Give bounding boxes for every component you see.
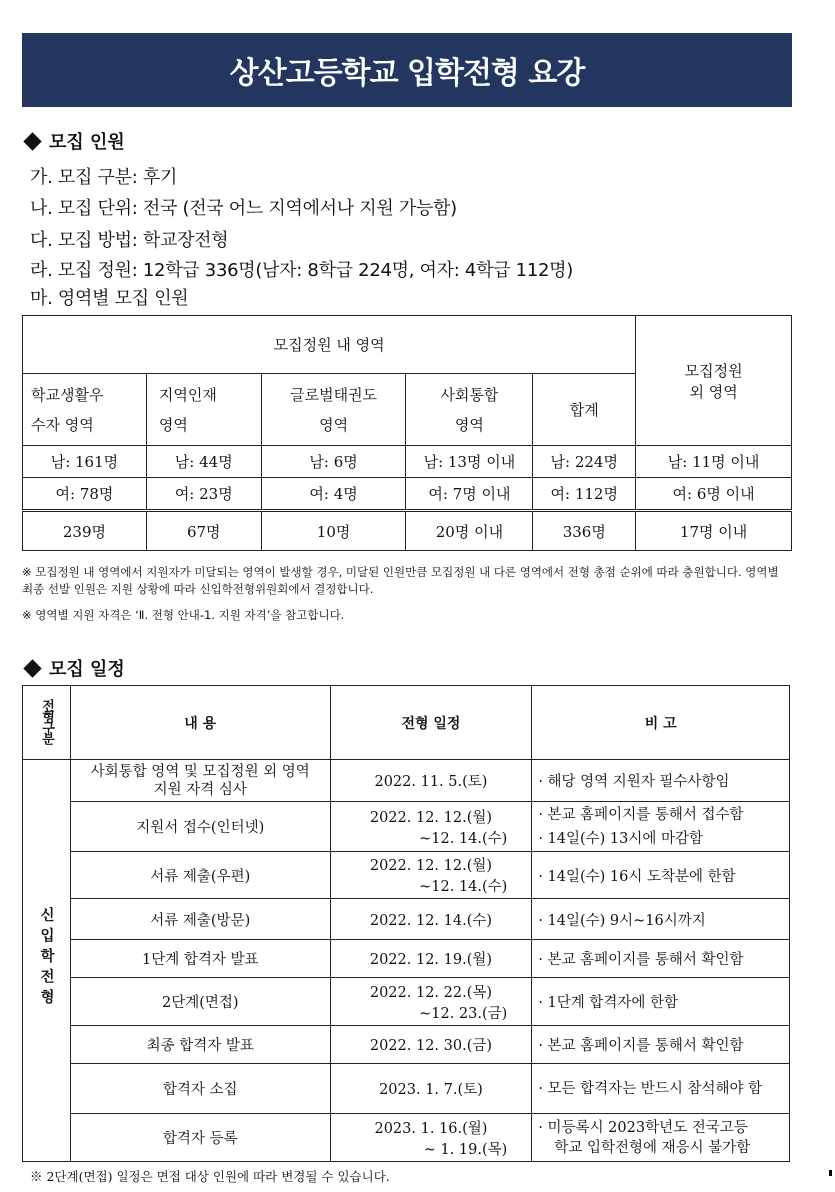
page-title-banner [22,33,792,107]
content-l2: 지원 자격 심사 [153,781,247,798]
footnote: ※ 2단계(면접) 일정은 면접 대상 인원에 따라 변경될 수 있습니다. [30,1169,390,1184]
quota-row-male [23,446,792,478]
cell: 남: 13명 이내 [406,446,533,478]
cell: 17명 이내 [636,511,792,551]
cell: 남: 161명 [23,446,147,478]
content-cell: 합격자 등록 [70,1114,330,1162]
col-l1: 합계 [569,400,599,419]
cell: 20명 이내 [406,511,533,551]
date-l1: 2022. 12. 19.(월) [369,952,493,968]
remark-line: · 1단계 합격자에 한함 [538,995,679,1011]
section-heading-schedule [22,655,125,681]
date-cell [330,852,532,899]
remark-line: · 미등록시 2023학년도 전국고등 [538,1119,748,1136]
date-l2: ~12. 23.(금) [419,1005,508,1022]
col-l1: 학교생활우 [31,385,104,404]
page-title: 상산고등학교 입학전형 요강 [229,56,585,91]
quota-note: ※ 영역별 지원 자격은 ‘Ⅱ. 전형 안내-1. 지원 자격’을 참고합니다. [22,608,345,622]
quota-group-outside [636,316,792,446]
header-remark: 비 고 [532,686,790,760]
col-l1: 사회통합 [440,385,499,404]
content-cell: 2단계(면접) [70,978,330,1026]
content-l1: 사회통합 영역 및 모집정원 외 영역 [90,763,310,780]
diamond-bullet-icon [23,132,41,150]
cell: 여: 112명 [533,478,636,511]
quota-table [22,315,792,551]
section-heading-text: 모집 일정 [49,659,125,680]
remark-cell [532,1026,790,1064]
remark-cell [532,1114,790,1162]
content-cell: 서류 제출(방문) [70,899,330,940]
cell: 여: 6명 이내 [636,478,792,511]
remark-line: · 14일(수) 13시에 마감함 [538,830,704,847]
date-l1: 2022. 11. 5.(토) [374,774,488,790]
quota-row-total [23,511,792,551]
header-date: 전형 일정 [330,686,532,760]
schedule-row [23,1064,790,1114]
remark-line: · 본교 홈페이지를 통해서 접수함 [538,806,744,823]
date-l1: 2022. 12. 12.(월) [369,858,493,874]
remark-cell [532,802,790,852]
content-cell: 지원서 접수(인터넷) [70,802,330,852]
page-edge-mark [829,1170,832,1176]
col-l2: 수자 영역 [31,415,94,434]
remark-cell [532,899,790,940]
cell: 남: 224명 [533,446,636,478]
schedule-row [23,940,790,978]
info-line: 가. 모집 구분: 후기 [30,167,178,188]
remark-cell [532,978,790,1026]
quota-group-inside: 모집정원 내 영역 [23,316,636,374]
header-type [23,686,71,760]
date-l1: 2023. 1. 16.(월) [374,1120,488,1137]
date-l2: ~ 1. 19.(목) [423,1141,508,1158]
cell: 10명 [261,511,406,551]
cell: 여: 7명 이내 [406,478,533,511]
date-l1: 2022. 12. 30.(금) [369,1038,493,1054]
quota-col-header [406,374,533,446]
section-heading-text: 모집 인원 [49,132,125,153]
info-line: 라. 모집 정원: 12학급 336명(남자: 8학급 224명, 여자: 4학급 112명) [30,260,573,281]
content-cell: 합격자 소집 [70,1064,330,1114]
remark-line: 학교 입학전형에 재응시 불가함 [554,1139,751,1156]
cell: 남: 11명 이내 [636,446,792,478]
cell: 여: 4명 [261,478,406,511]
schedule-table [22,685,790,1162]
cell: 여: 78명 [23,478,147,511]
schedule-row [23,852,790,899]
info-line: 마. 영역별 모집 인원 [30,288,189,309]
remark-line: · 모든 합격자는 반드시 참석해야 함 [538,1080,763,1097]
date-cell [330,1114,532,1162]
cell: 67명 [146,511,261,551]
date-l1: 2022. 12. 12.(월) [369,809,493,826]
content-cell: 최종 합격자 발표 [70,1026,330,1064]
quota-col-header [533,374,636,446]
date-l2: ~12. 14.(수) [419,879,508,895]
quota-col-header [146,374,261,446]
date-l1: 2022. 12. 22.(목) [369,984,493,1001]
schedule-row [23,1114,790,1162]
remark-line: · 해당 영역 지원자 필수사항임 [538,774,730,790]
col-l2: 영역 [454,415,484,434]
date-cell [330,899,532,940]
col-l2: 영역 [158,415,188,434]
quota-col-header [23,374,147,446]
date-cell [330,760,532,802]
quota-note: ※ 모집정원 내 영역에서 지원자가 미달되는 영역이 발생할 경우, 미달된 인원만큼 모집정원 내 다른 영역에서 전형 총점 순위에 따라 충원합니다. 영역별 최종 선발 인원은 지원 상황에 따라 신입학전형위원회에서 결정합니다. [22,565,779,596]
content-cell [70,760,330,802]
col-l2: 영역 [319,415,349,434]
date-l1: 2023. 1. 7.(토) [379,1082,483,1098]
quota-row-female [23,478,792,511]
quota-group-outside-l2: 외 영역 [689,382,738,401]
schedule-row [23,1026,790,1064]
cell: 남: 6명 [261,446,406,478]
date-cell [330,1026,532,1064]
schedule-row [23,978,790,1026]
quota-group-outside-l1: 모집정원 [684,361,743,380]
schedule-row [23,802,790,852]
date-cell [330,940,532,978]
remark-line: · 본교 홈페이지를 통해서 확인함 [538,952,744,968]
date-cell [330,978,532,1026]
date-l2: ~12. 14.(수) [419,830,508,847]
content-cell: 서류 제출(우편) [70,852,330,899]
header-type-text: 전형구분 [38,698,54,743]
info-line: 나. 모집 단위: 전국 (전국 어느 지역에서나 지원 가능함) [30,198,457,219]
cell: 239명 [23,511,147,551]
remark-cell [532,760,790,802]
diamond-bullet-icon [23,659,41,677]
schedule-row [23,760,790,802]
schedule-row [23,899,790,940]
type-cell [23,760,71,1162]
info-line: 다. 모집 방법: 학교장전형 [30,230,229,251]
quota-col-header [261,374,406,446]
remark-cell [532,940,790,978]
remark-line: · 14일(수) 9시~16시까지 [538,912,706,929]
type-label: 신입학전형 [37,907,55,1010]
remark-cell [532,1064,790,1114]
date-cell [330,1064,532,1114]
remark-line: · 14일(수) 16시 도착분에 한함 [538,868,736,885]
remark-cell [532,852,790,899]
header-content: 내 용 [70,686,330,760]
col-l1: 글로벌태권도 [290,385,378,404]
cell: 336명 [533,511,636,551]
date-cell [330,802,532,852]
content-cell: 1단계 합격자 발표 [70,940,330,978]
cell: 남: 44명 [146,446,261,478]
date-l1: 2022. 12. 14.(수) [369,912,493,929]
section-heading-recruitment [22,128,125,154]
col-l1: 지역인재 [158,385,217,404]
remark-line: · 본교 홈페이지를 통해서 확인함 [538,1038,744,1054]
cell: 여: 23명 [146,478,261,511]
